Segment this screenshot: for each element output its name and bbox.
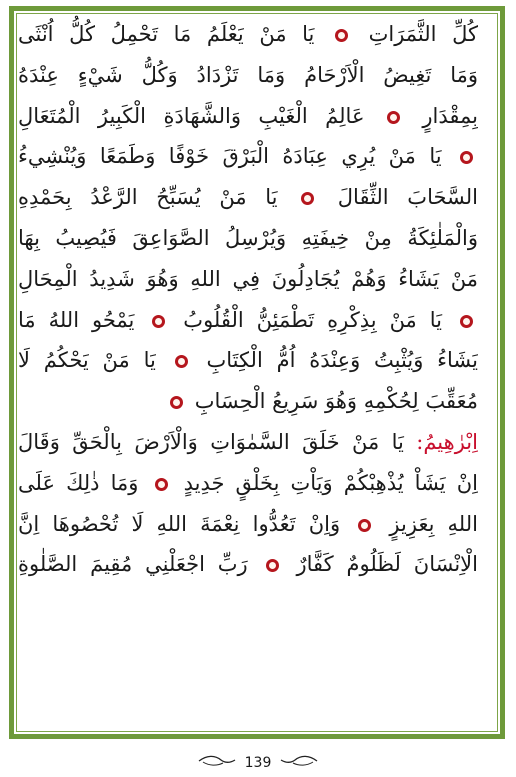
text-segment: رَبِّ اجْعَلْنِي مُقِيمَ الصَّلٰوةِ xyxy=(18,552,248,577)
page-number: 139 xyxy=(244,755,272,771)
rosette-icon xyxy=(175,355,188,368)
rosette-icon xyxy=(266,559,279,572)
text-segment: وَالْمَلٰئِكَةُ مِنْ خِيفَتِهِ وَيُرْسِلُ الصَّوَاعِقَ فَيُصِيبُ بِهَا xyxy=(18,225,478,250)
text-segment: اللهِ بِعَزِيزٍ xyxy=(389,511,478,536)
text-line xyxy=(18,463,478,504)
swash-ornament-icon-left xyxy=(279,754,319,773)
rosette-icon xyxy=(460,315,473,328)
swash-ornament-icon-right xyxy=(197,754,237,773)
text-segment: مُعَقِّبَ لِحُكْمِهِ وَهُوَ سَرِيعُ الْحِسَابِ xyxy=(194,389,478,414)
rosette-icon xyxy=(170,396,183,409)
text-segment: يَا مَنْ يُرِي عِبَادَهُ الْبَرْقَ خَوْفًا وَطَمَعًا وَيُنْشِيءُ xyxy=(18,144,442,169)
text-line xyxy=(18,544,478,585)
text-line xyxy=(18,96,478,137)
rosette-icon xyxy=(335,29,348,42)
text-segment: الْاِنْسَانَ لَظَلُومٌ كَفَّارٌ xyxy=(296,552,478,577)
text-segment: السَّحَابَ الثِّقَالَ xyxy=(337,185,478,210)
section-title: اِبْرٰهِيمُ: xyxy=(416,429,478,454)
text-line xyxy=(18,422,478,463)
rosette-icon xyxy=(358,519,371,532)
text-line xyxy=(18,218,478,259)
text-block xyxy=(18,14,478,726)
text-line xyxy=(18,381,478,422)
text-segment: وَاِنْ تَعُدُّوا نِعْمَةَ اللهِ لَا تُحْصُوهَا اِنَّ xyxy=(18,511,341,536)
text-segment: وَمَا تَغِيضُ الْاَرْحَامُ وَمَا تَزْدَادُ وَكُلُّ شَيْءٍ عِنْدَهُ xyxy=(18,62,478,87)
text-line xyxy=(18,14,478,55)
text-segment: يَا مَنْ خَلَقَ السَّمٰوَاتِ وَالْاَرْضَ بِالْحَقِّ وَقَالَ xyxy=(18,429,404,454)
text-segment: يَمْحُو اللهُ مَا xyxy=(18,307,135,332)
text-line xyxy=(18,55,478,96)
text-line xyxy=(18,177,478,218)
text-segment: يَا مَنْ يُسَبِّحُ الرَّعْدُ بِحَمْدِهِ xyxy=(18,185,278,210)
text-line xyxy=(18,136,478,177)
rosette-icon xyxy=(460,151,473,164)
text-segment: يَا مَنْ يَحْكُمُ لَا xyxy=(18,348,156,373)
rosette-icon xyxy=(301,192,314,205)
rosette-icon xyxy=(155,478,168,491)
text-segment: مَنْ يَشَاءُ وَهُمْ يُجَادِلُونَ فِي اللهِ وَهُوَ شَدِيدُ الْمِحَالِ xyxy=(18,266,478,291)
text-segment: عَالِمُ الْغَيْبِ وَالشَّهَادَةِ الْكَبِيرُ الْمُتَعَالِ xyxy=(18,103,365,128)
text-line xyxy=(18,340,478,381)
text-segment: يَا مَنْ بِذِكْرِهِ تَطْمَئِنُّ الْقُلُوبُ xyxy=(183,307,442,332)
text-line xyxy=(18,259,478,300)
text-line xyxy=(18,504,478,545)
text-segment: وَمَا ذٰلِكَ عَلَى xyxy=(18,470,139,495)
page-footer xyxy=(0,752,516,774)
text-segment: يَشَاءُ وَيُثْبِتُ وَعِنْدَهُ اُمُّ الْكِتَابِ xyxy=(206,348,478,373)
text-line xyxy=(18,300,478,341)
text-segment: يَا مَنْ يَعْلَمُ مَا تَحْمِلُ كُلُّ اُنْثَى xyxy=(18,22,315,46)
text-segment: اِنْ يَشَاْ يُذْهِبْكُمْ وَيَاْتِ بِخَلْقٍ جَدِيدٍ xyxy=(183,470,478,495)
text-segment: كُلِّ الثَّمَرَاتِ xyxy=(368,22,478,46)
rosette-icon xyxy=(152,315,165,328)
rosette-icon xyxy=(387,111,400,124)
text-segment: بِمِقْدَارٍ xyxy=(422,103,478,128)
